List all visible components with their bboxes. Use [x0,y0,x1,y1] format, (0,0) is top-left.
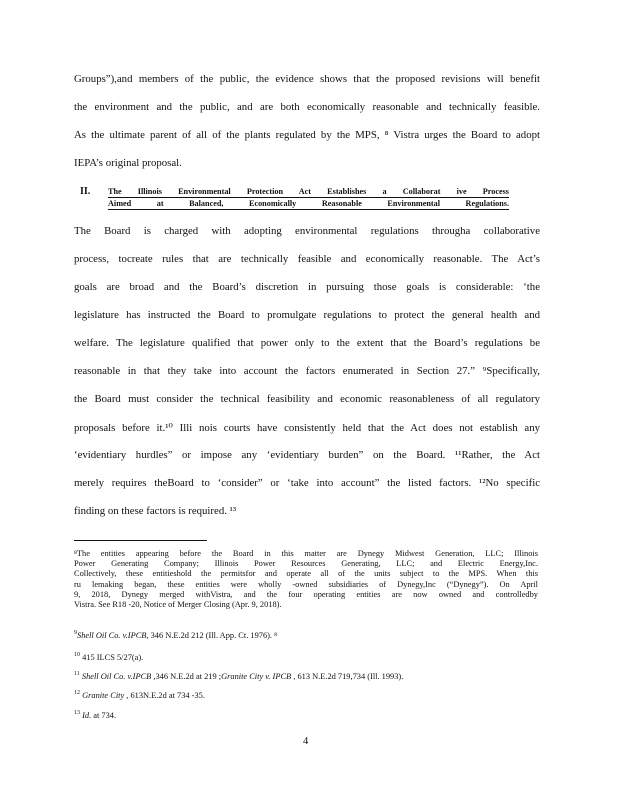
citation-text: 346 N.E.2d 212 (Ill. App. Ct. 1976). ⁸ [148,631,278,640]
body-line: As the ultimate parent of all of the plants regulated by the MPS, ⁸ Vistra urges the Board to adopt [74,129,540,141]
case-citation: Granite City [80,691,125,700]
footnote-separator [74,540,207,541]
citation-text: 415 ILCS 5/27(a). [80,653,144,662]
footnote-line: Collectively, these entitieshold the permitsfor and operate all of the units subject to the MPS. When this [74,569,538,579]
footnote-9 [74,631,277,640]
section-heading-line-2: Aimed at Balanced, Economically Reasonable Environmental Regulations. [108,199,509,208]
body-line: the environment and the public, and are both economically reasonable and technically feasible. [74,101,540,113]
footnote-mark: 9 [74,630,77,636]
footnote-8 [74,549,538,610]
section-number: II. [80,186,91,197]
footnote-13 [74,711,116,720]
footnote-12 [74,691,205,700]
footnote-line: 9, 2018, Dynegy merged withVistra, and the four operating entities are now owned and controlledby [74,589,538,599]
citation-text: ,346 N.E.2d at 219 ; [151,672,222,681]
footnote-line: Power Generating Company; Illinois Power Resources Generating, LLC; and Electric Energy,Inc. [74,559,538,569]
body-line: Groups”),and members of the public, the evidence shows that the proposed revisions will benefit [74,73,540,85]
case-citation: Shell Oil Co. v.IPCB [79,672,152,681]
body-line: welfare. The legislature qualified that power only to the extent that the Board’s regulations be [74,337,540,349]
footnote-mark: 12 [74,690,80,696]
body-line: The Board is charged with adopting environmental regulations througha collaborative [74,225,540,237]
case-citation: Shell Oil Co. v.IPCB, [77,631,149,640]
body-line: merely requires theBoard to ‘consider” or ‘take into account” the listed factors. ¹²No specific [74,477,540,489]
footnote-11 [74,672,403,681]
footnote-mark: 13 [74,710,80,716]
body-line: reasonable in that they take into account the factors enumerated in Section 27.” ⁹Specifically, [74,365,540,377]
footnote-10 [74,653,143,662]
case-citation: Id. [80,711,92,720]
footnote-line: ⁸The entities appearing before the Board in this matter are Dynegy Midwest Generation, LLC; Illinois [74,549,538,558]
case-citation: Granite City v. IPCB [221,672,292,681]
citation-text: at 734. [91,711,117,720]
citation-text: , 613N.E.2d at 734 -35. [124,691,205,700]
body-line: proposals before it.¹⁰ Illi nois courts have consistently held that the Act does not establish any [74,422,540,434]
footnote-mark: 11 [74,671,80,677]
body-line: the Board must consider the technical feasibility and economic reasonableness of all regulatory [74,393,540,405]
footnote-line: ru lemaking began, these entities were wholly -owned subsidiaries of Dynegy,Inc (“Dynegy”). On April [74,579,538,589]
section-heading-line-1: The Illinois Environmental Protection Act Establishes a Collaborat ive Process [108,187,509,196]
footnote-mark: 10 [74,652,80,658]
body-line: finding on these factors is required. ¹³ [74,505,237,517]
body-line: legislature has instructed the Board to promulgate regulations to protect the general health and [74,309,540,321]
body-line: ‘evidentiary hurdles” or impose any ‘evidentiary burden” on the Board. ¹¹Rather, the Act [74,449,540,461]
body-line: IEPA’s original proposal. [74,157,182,169]
page-number: 4 [303,736,309,747]
citation-text: , 613 N.E.2d 719,734 (Ill. 1993). [291,672,404,681]
footnote-line: Vistra. See R18 -20, Notice of Merger Closing (Apr. 9, 2018). [74,600,282,610]
body-line: goals are broad and the Board’s discretion in pursuing those goals is considerable: ‘the [74,281,540,293]
body-line: process, tocreate rules that are technically feasible and economically reasonable. The Act’s [74,253,540,265]
